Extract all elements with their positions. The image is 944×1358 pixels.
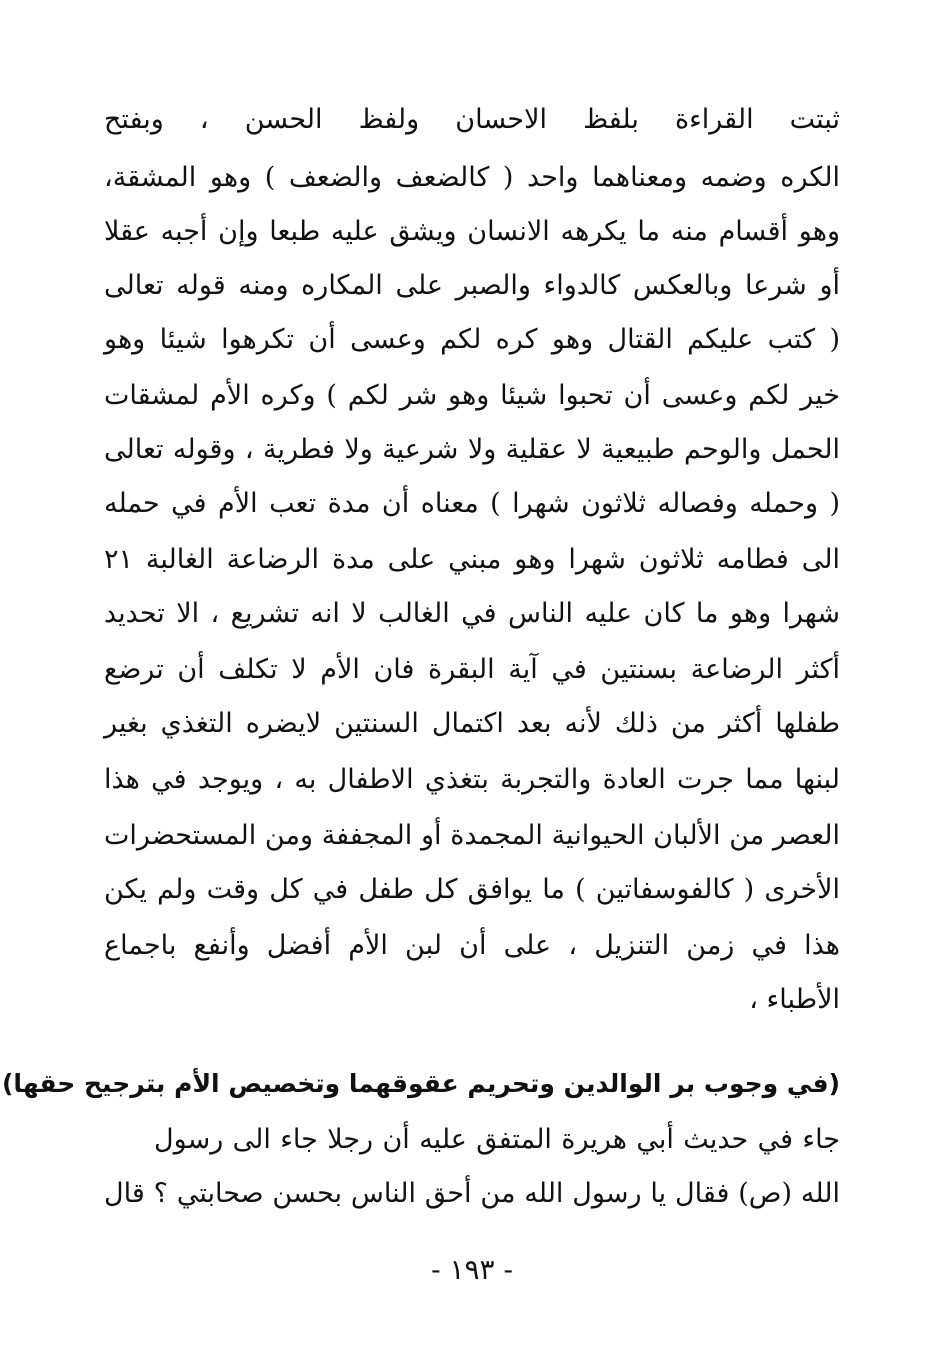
- body-line-1: ثبتت القراءة بلفظ الاحسان ولفظ الحسن ، وبفتح: [104, 104, 840, 135]
- body-line-4: أو شرعا وبالعكس كالدواء والصبر على المكاره ومنه قوله تعالى: [104, 270, 840, 301]
- section-line-1: جاء في حديث أبي هريرة المتفق عليه أن رجلا جاء الى رسول: [154, 1124, 840, 1155]
- body-line-7: الحمل والوحم طبيعية لا عقلية ولا شرعية ولا فطرية ، وقوله تعالى: [104, 434, 840, 465]
- body-line-3: وهو أقسام منه ما يكرهه الانسان ويشق عليه طبعا وإن أجبه عقلا: [104, 216, 840, 247]
- body-line-15: الأخرى ( كالفوسفاتين ) ما يوافق كل طفل في كل وقت ولم يكن: [104, 874, 840, 905]
- body-line-13: لبنها مما جرت العادة والتجربة بتغذي الاطفال به ، ويوجد في هذا: [104, 764, 840, 795]
- body-line-17: الأطباء ،: [749, 984, 840, 1015]
- body-line-14: العصر من الألبان الحيوانية المجمدة أو المجففة ومن المستحضرات: [104, 820, 840, 851]
- body-line-10: شهرا وهو ما كان عليه الناس في الغالب لا انه تشريع ، الا تحديد: [104, 598, 840, 629]
- body-line-9: الى فطامه ثلاثون شهرا وهو مبني على مدة الرضاعة الغالبة ٢١: [104, 544, 840, 575]
- body-line-11: أكثر الرضاعة بسنتين في آية البقرة فان الأم لا تكلف أن ترضع: [104, 654, 840, 685]
- page-number: - ١٩٣ -: [431, 1253, 513, 1286]
- body-line-16: هذا في زمن التنزيل ، على أن لبن الأم أفضل وأنفع باجماع: [104, 930, 840, 961]
- section-line-2: الله (ص) فقال يا رسول الله من أحق الناس بحسن صحابتي ؟ قال: [104, 1178, 840, 1209]
- body-line-6: خير لكم وعسى أن تحبوا شيئا وهو شر لكم ) وكره الأم لمشقات: [104, 380, 840, 411]
- body-line-12: طفلها أكثر من ذلك لأنه بعد اكتمال السنتين لايضره التغذي بغير: [104, 708, 840, 739]
- section-heading: (في وجوب بر الوالدين وتحريم عقوقهما وتخصيص الأم بترجيح حقها): [2, 1069, 840, 1098]
- body-line-5: ( كتب عليكم القتال وهو كره لكم وعسى أن تكرهوا شيئا وهو: [104, 324, 840, 355]
- body-line-8: ( وحمله وفصاله ثلاثون شهرا ) معناه أن مدة تعب الأم في حمله: [104, 488, 840, 519]
- body-line-2: الكره وضمه ومعناهما واحد ( كالضعف والضعف ) وهو المشقة،: [104, 162, 840, 193]
